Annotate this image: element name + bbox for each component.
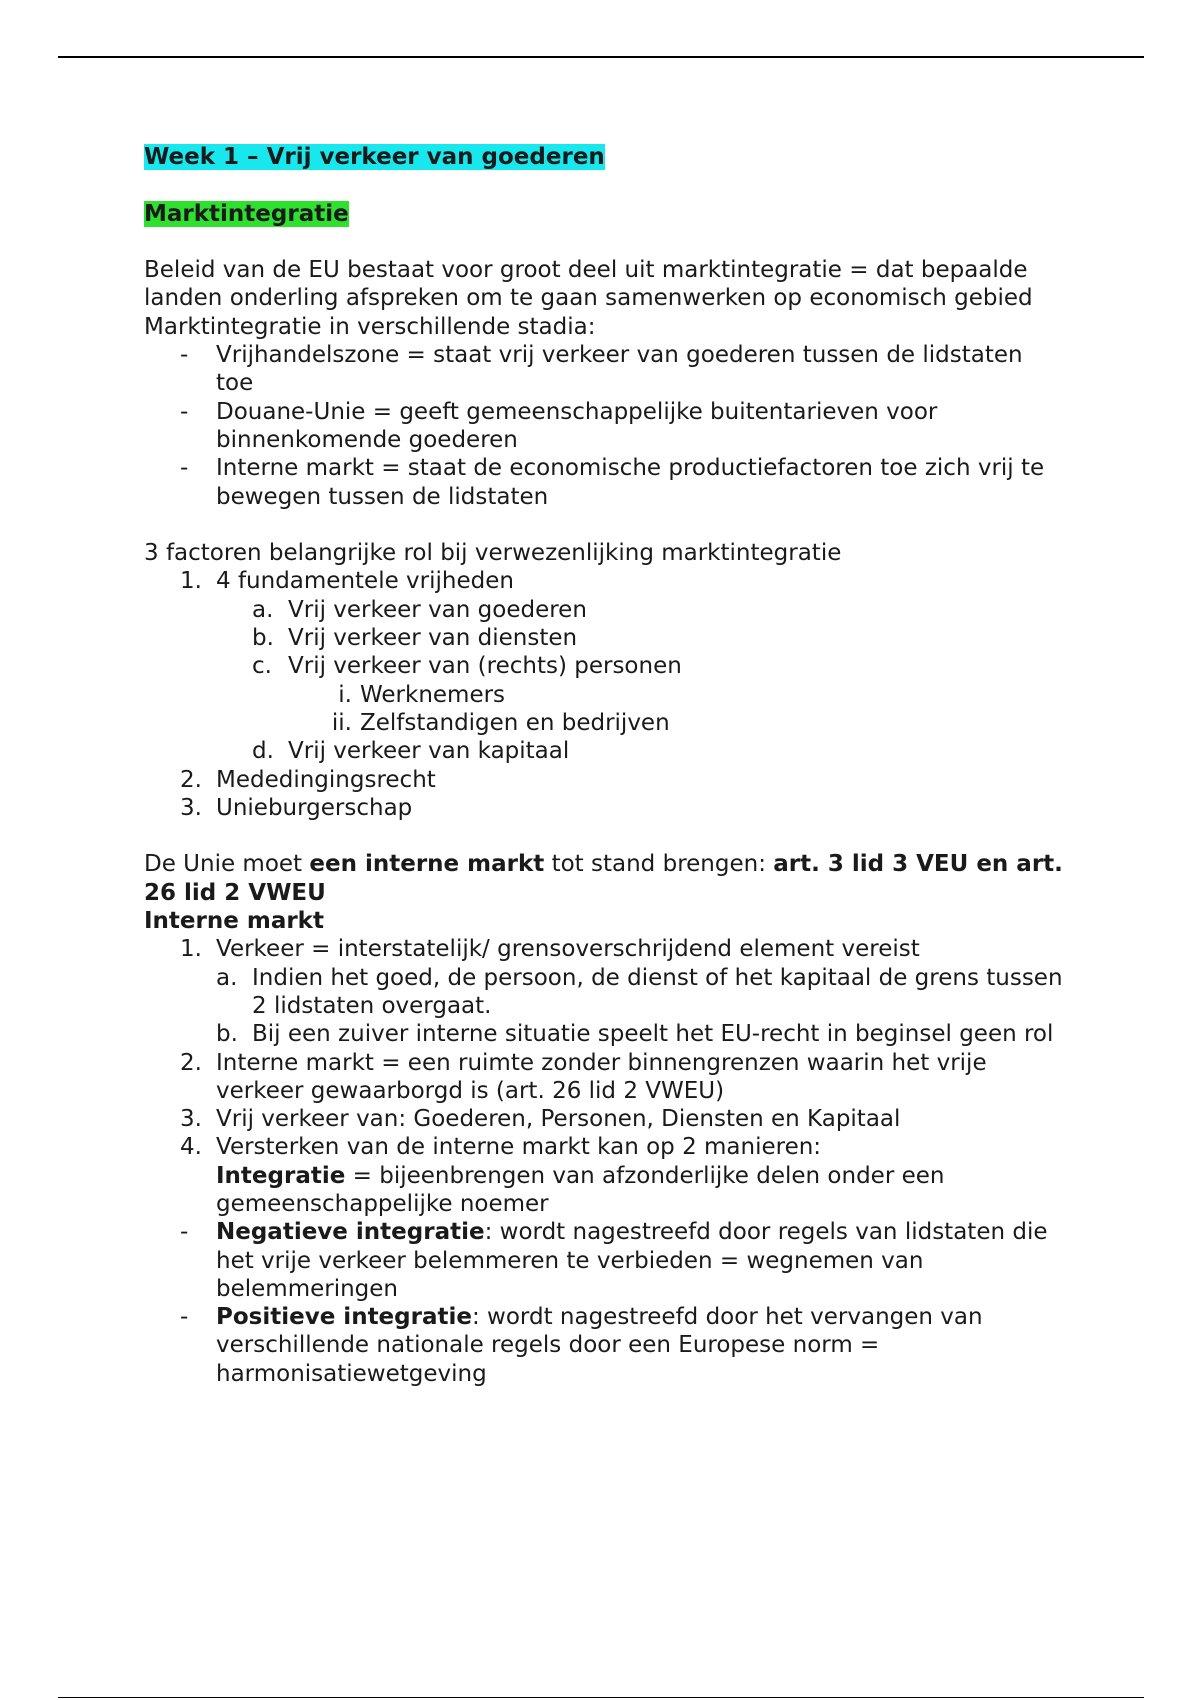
list-item-text: Mededingingsrecht [216, 766, 436, 793]
list-item [144, 964, 1064, 1021]
list-marker: a. [252, 596, 274, 623]
list-item [144, 709, 1064, 737]
list-item-text: Interne markt = staat de economische productiefactoren toe zich vrij te bewegen tussen de lidstaten [216, 455, 1045, 510]
list-item [144, 652, 1064, 680]
list-marker: 2. [180, 766, 202, 793]
list-item-text: Vrij verkeer van (rechts) personen [288, 653, 682, 680]
list-item [144, 567, 1064, 595]
list-marker: 1. [180, 936, 202, 963]
list-item [144, 681, 1064, 709]
unie-text: De Unie moet [144, 851, 310, 878]
positieve-term: Positieve integratie [216, 1304, 472, 1331]
list-item [144, 1049, 1064, 1106]
week-heading-text: Week 1 – Vrij verkeer van goederen [144, 144, 605, 170]
list-marker: b. [216, 1021, 238, 1048]
integratie-definition [144, 1162, 1064, 1219]
list-item [144, 454, 1064, 511]
factoren-title: 3 factoren belangrijke rol bij verwezenlijking marktintegratie [144, 540, 842, 567]
list-marker: b. [252, 625, 274, 652]
list-item [144, 794, 1064, 822]
list-item [144, 624, 1064, 652]
bullet-dash: - [180, 342, 189, 369]
list-marker: 1. [180, 568, 202, 595]
list-item-text: Unieburgerschap [216, 794, 413, 821]
bullet-dash: - [180, 455, 189, 482]
negatieve-term: Negatieve integratie [216, 1219, 485, 1246]
document-body [144, 143, 1064, 1388]
unie-bold-articles: art. 3 lid 3 VEU en art. 26 lid 2 VWEU [144, 851, 1063, 906]
list-item-text: Interne markt = een ruimte zonder binnengrenzen waarin het vrije verkeer gewaarborgd is (art. 26 lid 2 VWEU) [216, 1049, 987, 1104]
positieve-text: : wordt nagestreefd door het vervangen van verschillende nationale regels door een Europese norm = harmonisatiewetgeving [216, 1304, 983, 1387]
list-marker: ii. [331, 709, 352, 736]
list-item [144, 1303, 1064, 1388]
list-item [144, 935, 1064, 963]
list-item [144, 1020, 1064, 1048]
negatieve-text: : wordt nagestreefd door regels van lidstaten die het vrije verkeer belemmeren te verbieden = wegnemen van belemmeringen [216, 1219, 1048, 1302]
list-item [144, 1218, 1064, 1303]
list-item [144, 1105, 1064, 1133]
unie-paragraph [144, 850, 1064, 907]
list-item-text: 4 fundamentele vrijheden [216, 568, 514, 595]
unie-bold-interne-markt: een interne markt [309, 851, 545, 878]
interne-markt-heading [144, 907, 1064, 935]
list-item-text: Versterken van de interne markt kan op 2 manieren: [216, 1134, 822, 1161]
unie-text: tot stand brengen: [544, 851, 774, 878]
list-item [144, 596, 1064, 624]
list-item-text: Vrij verkeer van: Goederen, Personen, Diensten en Kapitaal [216, 1106, 901, 1133]
stadia-title: Marktintegratie in verschillende stadia: [144, 313, 596, 340]
list-item [144, 398, 1064, 455]
list-marker: 2. [180, 1049, 202, 1076]
list-item-text: Vrij verkeer van goederen [288, 596, 587, 623]
interne-markt-heading-text: Interne markt [144, 908, 324, 935]
list-item-text: Vrij verkeer van kapitaal [288, 738, 570, 765]
list-item-text: Douane-Unie = geeft gemeenschappelijke buitentarieven voor binnenkomende goederen [216, 398, 938, 453]
list-item-text: Vrij verkeer van diensten [288, 625, 578, 652]
list-marker: d. [252, 738, 274, 765]
list-item [144, 737, 1064, 765]
marktintegratie-heading-text: Marktintegratie [144, 200, 349, 227]
list-marker: 4. [180, 1134, 202, 1161]
list-marker: 3. [180, 794, 202, 821]
list-item [144, 341, 1064, 398]
footer-rule [58, 1697, 1144, 1698]
list-marker: i. [338, 681, 352, 708]
list-item-text: Werknemers [360, 681, 506, 708]
list-item-text: Zelfstandigen en bedrijven [360, 709, 670, 736]
list-item-text: Verkeer = interstatelijk/ grensoverschrijdend element vereist [216, 936, 920, 963]
list-item [144, 766, 1064, 794]
header-rule [58, 56, 1144, 58]
integratie-text: = bijeenbrengen van afzonderlijke delen onder een gemeenschappelijke noemer [216, 1162, 945, 1217]
list-marker: c. [252, 653, 272, 680]
intro-paragraph: Beleid van de EU bestaat voor groot deel uit marktintegratie = dat bepaalde landen onderling afspreken om te gaan samenwerken op economisch gebied [144, 257, 1033, 312]
list-item [144, 1133, 1064, 1161]
list-item-text: Bij een zuiver interne situatie speelt het EU-recht in beginsel geen rol [252, 1021, 1054, 1048]
list-item-text: Indien het goed, de persoon, de dienst of het kapitaal de grens tussen 2 lidstaten overgaat. [252, 964, 1063, 1019]
list-marker: a. [216, 964, 238, 991]
bullet-dash: - [180, 1219, 189, 1246]
marktintegratie-heading [144, 200, 1064, 228]
week-heading [144, 143, 1064, 171]
list-item-text: Vrijhandelszone = staat vrij verkeer van goederen tussen de lidstaten toe [216, 342, 1023, 397]
list-marker: 3. [180, 1106, 202, 1133]
integratie-term: Integratie [216, 1162, 346, 1189]
bullet-dash: - [180, 1304, 189, 1331]
bullet-dash: - [180, 398, 189, 425]
